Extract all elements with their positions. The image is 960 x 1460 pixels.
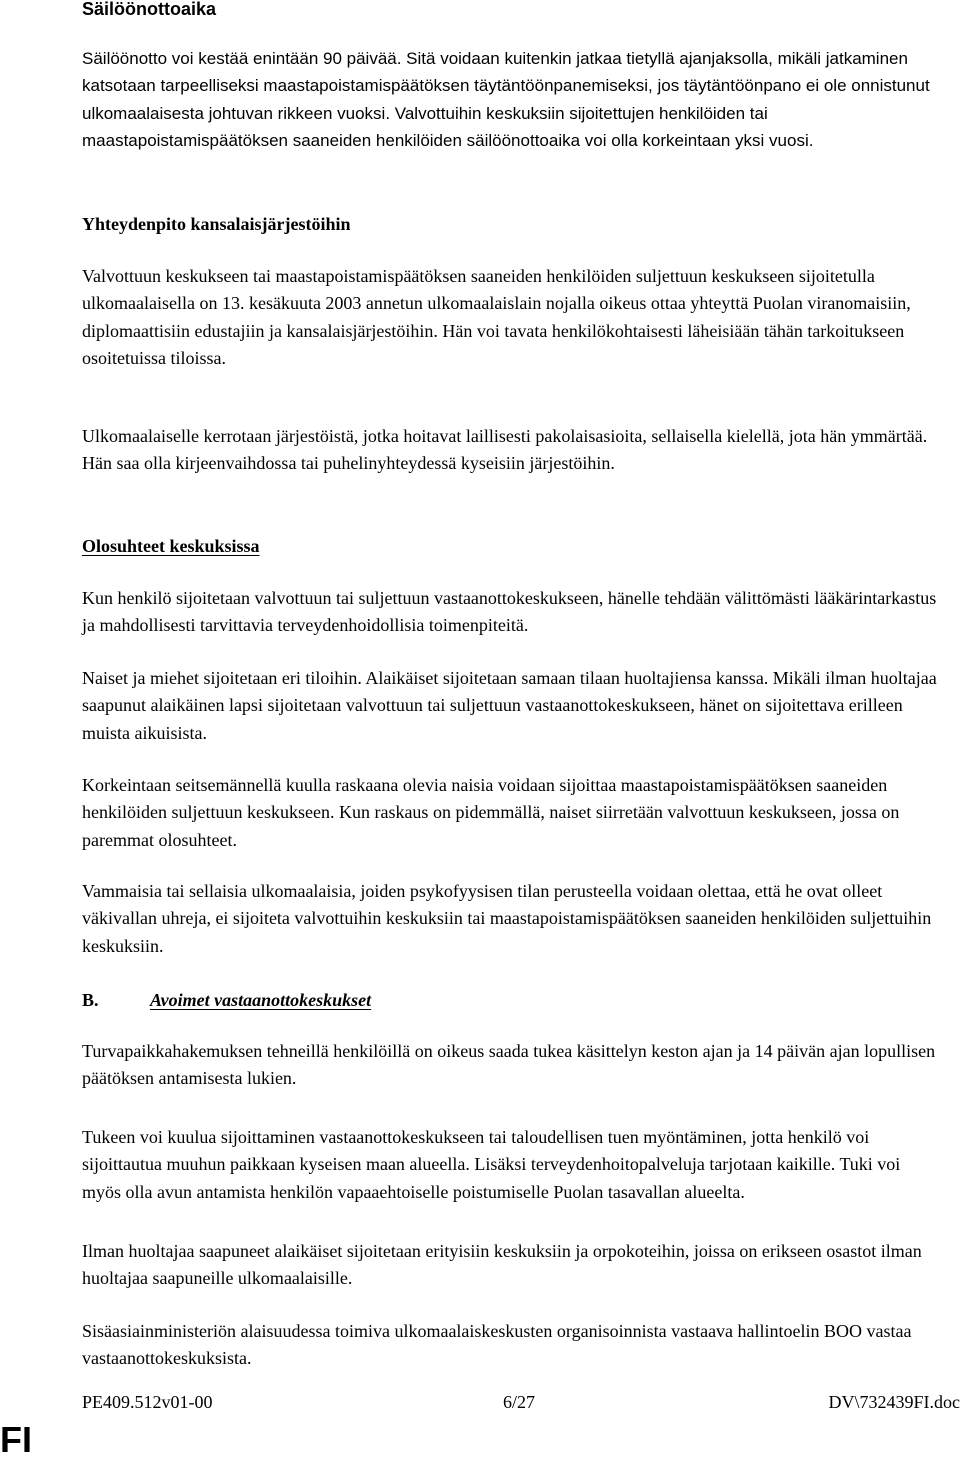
footer-page-number: 6/27 [503, 1391, 535, 1413]
paragraph-7: Vammaisia tai sellaisia ulkomaalaisia, joiden psykofyysisen tilan perusteella voidaan olettaa, että he ovat olleet väkivallan uhreja, ei sijoiteta valvottuihin keskuksiin tai maastapoistamispäätöksen saaneiden henkilöiden suljettuihin keskuksiin. [82, 878, 942, 960]
section-b-title: Avoimet vastaanottokeskukset [150, 989, 371, 1011]
paragraph-9: Tukeen voi kuulua sijoittaminen vastaanottokeskukseen tai taloudellisen tuen myöntäminen, jotta henkilö voi sijoittautua muuhun paikkaan kyseisen maan alueella. Lisäksi terveydenhoitopalveluja tarjotaan kaikille. Tuki voi myös olla avun antamista henkilön vapaaehtoiselle poistumiselle Puolan tasavallan alueelta. [82, 1124, 942, 1206]
paragraph-8: Turvapaikkahakemuksen tehneillä henkilöillä on oikeus saada tukea käsittelyn keston ajan ja 14 päivän ajan lopullisen päätöksen antamisesta lukien. [82, 1038, 942, 1093]
paragraph-11: Sisäasiainministeriön alaisuudessa toimiva ulkomaalaiskeskusten organisoinnista vastaava hallintoelin BOO vastaa vastaanottokeskuksista. [82, 1318, 942, 1373]
heading-yhteydenpito: Yhteydenpito kansalaisjärjestöihin [82, 213, 942, 235]
paragraph-5: Naiset ja miehet sijoitetaan eri tiloihin. Alaikäiset sijoitetaan samaan tilaan huoltajiensa kanssa. Mikäli ilman huoltajaa saapunut alaikäinen lapsi sijoitetaan valvottuun tai suljettuun vastaanottokeskukseen, hänet on sijoitettava erilleen muista aikuisista. [82, 665, 942, 747]
footer-doc-ref: PE409.512v01-00 [82, 1391, 213, 1413]
heading-olosuhteet: Olosuhteet keskuksissa [82, 535, 942, 557]
paragraph-4: Kun henkilö sijoitetaan valvottuun tai suljettuun vastaanottokeskukseen, hänelle tehdään välittömästi lääkärintarkastus ja mahdollisesti tarvittavia terveydenhoidollisia toimenpiteitä. [82, 585, 942, 640]
paragraph-1: Säilöönotto voi kestää enintään 90 päivää. Sitä voidaan kuitenkin jatkaa tietyllä ajanjaksolla, mikäli jatkaminen katsotaan tarpeelliseksi maastapoistamispäätöksen täytäntöönpanemiseksi, jos täytäntöönpano ei ole onnistunut ulkomaalaisesta johtuvan rikkeen vuoksi. Valvottuihin keskuksiin sijoitettujen henkilöiden tai maastapoistamispäätöksen saaneiden henkilöiden säilöönottoaika voi olla korkeintaan yksi vuosi. [82, 45, 942, 154]
paragraph-6: Korkeintaan seitsemännellä kuulla raskaana olevia naisia voidaan sijoittaa maastapoistamispäätöksen saaneiden henkilöiden suljettuun keskukseen. Kun raskaus on pidemmällä, naiset siirretään valvottuun keskukseen, jossa on paremmat olosuhteet. [82, 772, 942, 854]
paragraph-3: Ulkomaalaiselle kerrotaan järjestöistä, jotka hoitavat laillisesti pakolaisasioita, sellaisella kielellä, jota hän ymmärtää. Hän saa olla kirjeenvaihdossa tai puhelinyhteydessä kyseisiin järjestöihin. [82, 423, 942, 478]
footer-file-name: DV\732439FI.doc [829, 1391, 960, 1413]
paragraph-10: Ilman huoltajaa saapuneet alaikäiset sijoitetaan erityisiin keskuksiin ja orpokoteihin, joissa on erikseen osastot ilman huoltajaa saapuneille ulkomaalaisille. [82, 1238, 942, 1293]
heading-sailoonottoaika: Säilöönottoaika [82, 0, 942, 20]
section-b-number: B. [82, 989, 99, 1011]
language-code: FI [0, 1421, 32, 1459]
paragraph-2: Valvottuun keskukseen tai maastapoistamispäätöksen saaneiden henkilöiden suljettuun keskukseen sijoitetulla ulkomaalaisella on 13. kesäkuuta 2003 annetun ulkomaalaislain nojalla oikeus ottaa yhteyttä Puolan viranomaisiin, diplomaattisiin edustajiin ja kansalaisjärjestöihin. Hän voi tavata henkilökohtaisesti läheisiään tähän tarkoitukseen osoitetuissa tiloissa. [82, 263, 942, 372]
